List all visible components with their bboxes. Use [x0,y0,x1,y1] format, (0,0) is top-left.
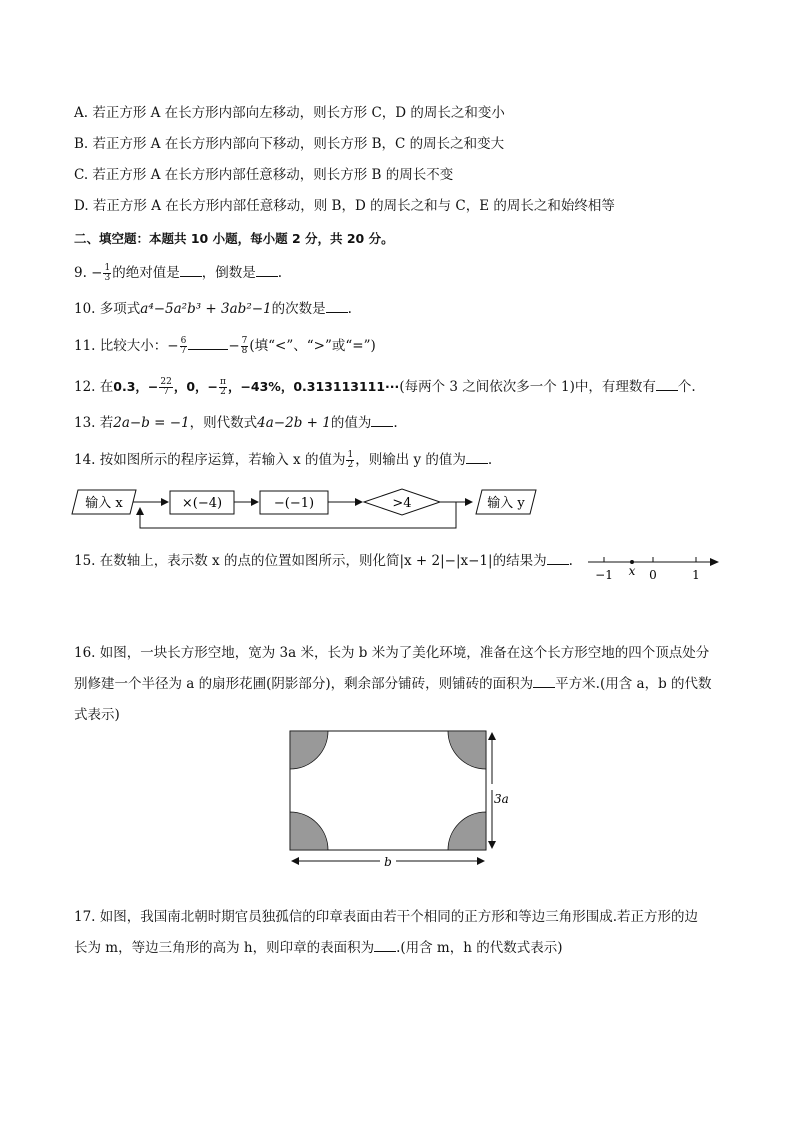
sector-bottom-right [448,812,486,850]
q16-text-a: 别修建一个半径为 a 的扇形花圃(阴影部分)，剩余部分铺砖，则铺砖的面积为 [74,676,534,692]
q9-blank-1[interactable] [180,264,202,277]
q13-text1: ，则代数式 [189,415,258,431]
q17-text-a: 长为 m，等边三角形的高为 h，则印章的表面积为 [74,940,375,956]
question-17-line-1: 17. 如图，我国南北朝时期官员独孤信的印章表面由若干个相同的正方形和等边三角形围成.若正方形的边 [74,909,699,925]
rectangle-figure [280,724,520,874]
q11-minus: − [228,338,240,354]
sector-bottom-left [290,812,328,850]
q12-items-3: ，−43%，0.313113111··· [227,379,400,394]
tick-label-x: x [628,564,636,578]
question-9 [74,264,282,283]
q13-end: . [393,415,398,431]
q13-blank[interactable] [371,414,393,427]
q10-expression: a⁴−5a²b³ + 3ab²−1 [140,301,272,317]
tick-label-1: 1 [692,568,700,582]
question-11 [74,337,376,356]
q11-text: (填“<”、“>”或“=”) [249,338,376,354]
width-label: 3a [494,792,509,806]
flow-step1-label: ×(−4) [181,496,223,511]
q13-expression-1: 2a−b = −1 [113,415,190,431]
q11-blank[interactable] [188,337,228,350]
q9-prefix: 9. − [74,265,103,281]
q14-text: ，则输出 y 的值为 [355,452,466,468]
question-16-line-1: 16. 如图，一块长方形空地，宽为 3a 米，长为 b 米为了美化环境，准备在这个长方形空地的四个顶点处分 [74,645,710,661]
tick-label-0: 0 [649,568,657,582]
section-heading: 二、填空题：本题共 10 小题，每小题 2 分，共 20 分。 [74,231,394,246]
q9-text1: 的绝对值是 [112,265,180,281]
question-16-line-2 [74,675,712,693]
q12-fraction-2: $\frac{\pi}{2}$ [220,377,226,397]
question-14 [74,451,492,470]
question-15 [74,552,573,570]
q10-blank[interactable] [326,300,348,313]
q12-end: 个. [677,379,696,395]
q12-text: (每两个 3 之间依次多一个 1)中，有理数有 [399,379,656,395]
question-10 [74,300,352,318]
q14-prefix: 14. 按如图所示的程序运算，若输入 x 的值为 [74,452,346,468]
q15-blank[interactable] [547,552,569,565]
q15-end: . [568,553,573,569]
length-label: b [384,855,392,869]
q11-fraction-1: $\frac{6}{7}$ [180,336,187,356]
q14-end: . [487,452,493,468]
q9-fraction: $\frac{1}{3}$ [104,263,111,283]
q16-text-b: 平方米.(用含 a，b 的代数 [555,676,712,692]
q9-text2: ，倒数是 [201,265,256,281]
question-16-line-3: 式表示) [74,707,120,723]
q12-items-1: 0.3，− [113,379,159,394]
q14-blank[interactable] [466,451,488,464]
tick-label-neg-1: −1 [595,568,613,582]
q12-prefix: 12. 在 [74,379,114,395]
q13-text2: 的值为 [330,415,372,431]
option-b: B. 若正方形 A 在长方形内部向下移动，则长方形 B，C 的周长之和变大 [74,136,505,152]
q12-fraction-1: $\frac{22}{7}$ [160,377,172,397]
q11-prefix: 11. 比较大小：− [74,338,179,354]
flow-input-label: 输入 x [85,496,123,511]
q13-prefix: 13. 若 [74,415,114,431]
flow-step2-label: −(−1) [273,496,315,511]
q12-blank[interactable] [656,378,678,391]
option-c: C. 若正方形 A 在长方形内部任意移动，则长方形 B 的周长不变 [74,167,454,183]
q9-blank-2[interactable] [256,264,278,277]
sector-top-left [290,731,328,769]
q17-text-b: .(用含 m，h 的代数式表示) [396,940,563,956]
option-d: D. 若正方形 A 在长方形内部任意移动，则 B，D 的周长之和与 C，E 的周长之和始终相等 [74,198,615,214]
q15-text: 15. 在数轴上，表示数 x 的点的位置如图所示，则化简|x + 2|−|x−1|的结果为 [74,553,547,569]
number-line [584,548,724,584]
q10-prefix: 10. 多项式 [74,301,141,317]
flow-condition-label: >4 [392,496,412,511]
q10-end: . [347,301,352,317]
question-12 [74,378,696,397]
question-17-line-2 [74,939,562,957]
program-flowchart [70,484,540,534]
q13-expression-2: 4a−2b + 1 [257,415,331,431]
q9-end: . [277,265,283,281]
q11-fraction-2: $\frac{7}{8}$ [241,336,248,356]
sector-top-right [448,731,486,769]
flow-output-label: 输入 y [487,496,525,511]
question-13 [74,414,398,432]
option-a: A. 若正方形 A 在长方形内部向左移动，则长方形 C，D 的周长之和变小 [74,105,505,121]
q12-items-2: ，0，− [173,379,219,394]
q10-text: 的次数是 [271,301,326,317]
q14-fraction: $\frac{1}{2}$ [347,450,354,470]
q17-blank[interactable] [374,939,396,952]
q16-blank[interactable] [533,675,555,688]
